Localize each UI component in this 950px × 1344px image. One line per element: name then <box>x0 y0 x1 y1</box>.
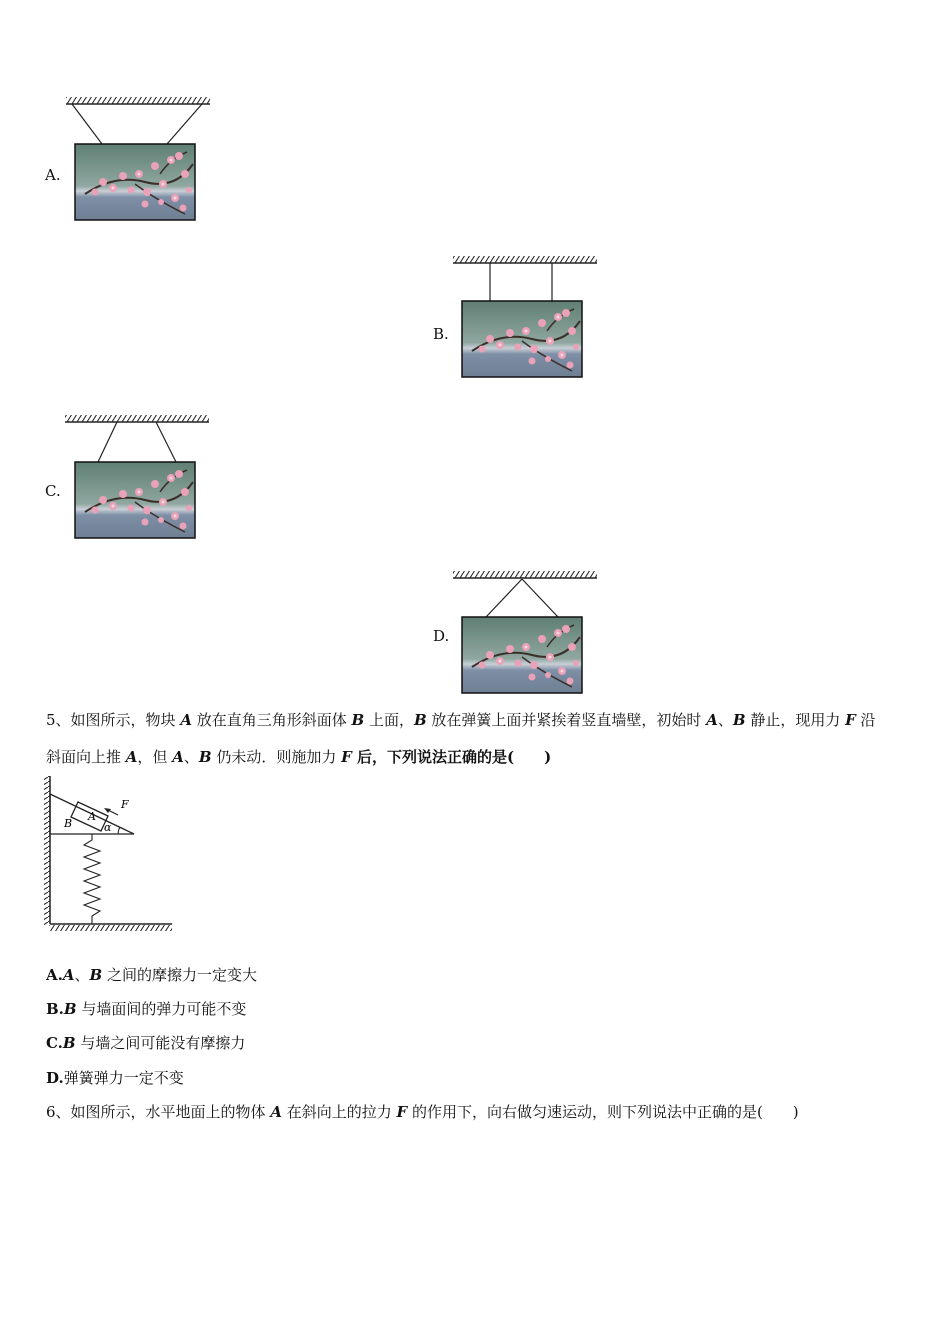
ceiling-hatch-icon <box>453 571 597 578</box>
option-d-figure <box>450 570 600 698</box>
fig-label-a: A <box>88 810 96 823</box>
ceiling-hatch-icon <box>65 415 209 422</box>
wall-hatch-icon <box>44 776 50 926</box>
fig-label-alpha: α <box>104 821 112 834</box>
option-label-d: D. <box>433 627 450 645</box>
q5-choice-d: D.弹簧弹力一定不变 <box>46 1069 184 1087</box>
option-c-figure <box>62 414 214 544</box>
q5-choice-b: B.B 与墙面间的弹力可能不变 <box>46 1000 247 1018</box>
blossom-picture-icon <box>75 144 195 220</box>
fig-label-f: F <box>121 798 129 811</box>
fig-label-b: B <box>64 817 73 830</box>
option-label-a: A. <box>45 166 61 184</box>
spring-icon <box>84 834 100 924</box>
q5-choice-c: C.B 与墙之间可能没有摩擦力 <box>46 1034 246 1052</box>
q5-stem-line2: 斜面向上推 A，但 A、B 仍未动．则施加力 F 后，下列说法正确的是( ) <box>46 748 552 766</box>
option-b-figure <box>450 255 600 383</box>
option-a-figure <box>62 96 214 226</box>
blossom-picture-icon <box>462 301 582 377</box>
option-label-b: B. <box>433 325 449 343</box>
q5-stem-line1: 5、如图所示，物块 A 放在直角三角形斜面体 B 上面，B 放在弹簧上面并紧挨着竖直墙壁，初始时 A、B 静止，现用力 F 沿 <box>46 711 876 729</box>
blossom-picture-icon <box>462 617 582 693</box>
blossom-picture-icon <box>75 462 195 538</box>
option-label-c: C. <box>45 482 61 500</box>
ceiling-hatch-icon <box>66 97 210 104</box>
q6-stem: 6、如图所示，水平地面上的物体 A 在斜向上的拉力 F 的作用下，向右做匀速运动，则下列说法中正确的是( ) <box>46 1103 799 1121</box>
q5-choice-a: A.A、B 之间的摩擦力一定变大 <box>46 966 257 984</box>
ceiling-hatch-icon <box>453 256 597 263</box>
q5-figure <box>40 772 180 934</box>
